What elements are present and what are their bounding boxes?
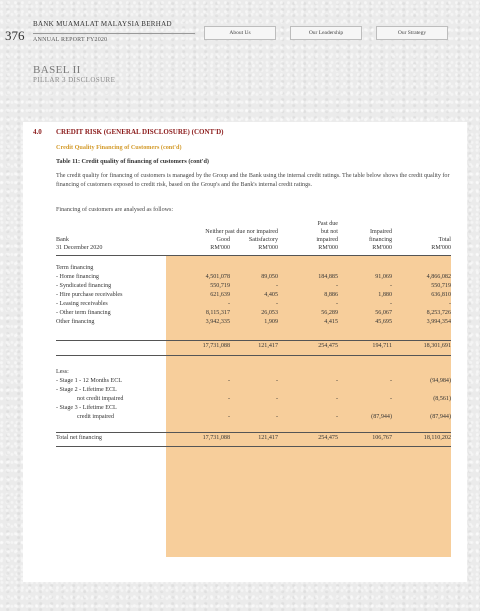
header-impaired-2: financing (368, 237, 392, 243)
row-value: 56,289 (321, 310, 338, 316)
row-value: 17,731,088 (202, 343, 230, 349)
row-label: credit impaired (77, 414, 115, 420)
row-value: - (275, 414, 278, 420)
row-value: 17,731,088 (202, 435, 230, 441)
row-value: 26,053 (261, 310, 278, 316)
header-past-due-2: but not (320, 229, 338, 235)
table-row (56, 265, 451, 274)
row-value: 194,711 (372, 343, 392, 349)
row-value: 91,069 (375, 274, 392, 280)
row-value: (94,984) (430, 378, 451, 384)
header-bank: Bank (56, 237, 69, 243)
header-rule (56, 255, 451, 256)
row-value: 18,110,202 (423, 435, 451, 441)
row-value: - (227, 396, 230, 402)
allowance-row (56, 387, 451, 396)
row-label: - Stage 1 - 12 Months ECL (56, 378, 123, 384)
row-label: - Stage 2 - Lifetime ECL (56, 387, 117, 393)
row-label: - Other term financing (56, 310, 111, 316)
row-value: 4,501,078 (205, 274, 230, 280)
row-value: 121,417 (258, 343, 278, 349)
unit-satisfactory: RM'000 (258, 245, 278, 251)
row-value: 621,639 (210, 292, 230, 298)
row-label: - Syndicated financing (56, 283, 112, 289)
table-row (56, 292, 451, 301)
row-value: 1,909 (264, 319, 278, 325)
section-number: 4.0 (33, 128, 42, 136)
row-value: 636,810 (431, 292, 451, 298)
row-value: 18,301,691 (423, 343, 451, 349)
row-value: - (227, 301, 230, 307)
table-row (56, 301, 451, 310)
row-value: 254,475 (318, 343, 338, 349)
row-value: 1,880 (378, 292, 392, 298)
row-label: Term financing (56, 265, 94, 271)
allowance-row (56, 414, 451, 423)
row-value: 89,050 (261, 274, 278, 280)
header-satisfactory: Satisfactory (248, 237, 278, 243)
subtotal-rule-top (56, 340, 451, 341)
unit-impaired: RM'000 (372, 245, 392, 251)
table-row (56, 274, 451, 283)
row-label: - Stage 3 - Lifetime ECL (56, 405, 117, 411)
header-neither-past-due: Neither past due nor impaired (205, 229, 278, 235)
row-value: 121,417 (258, 435, 278, 441)
header-impaired-1: Impaired (370, 229, 392, 235)
row-value: - (275, 378, 278, 384)
header-past-due-1: Past due (317, 221, 338, 227)
row-value: - (275, 301, 278, 307)
row-value: - (389, 378, 392, 384)
row-value: - (389, 301, 392, 307)
row-value: - (448, 301, 451, 307)
allowance-row (56, 378, 451, 387)
row-value: 4,866,082 (426, 274, 451, 280)
row-value: 550,719 (431, 283, 451, 289)
row-value: - (335, 414, 338, 420)
row-value: - (389, 283, 392, 289)
section-subtitle: PILLAR 3 DISCLOSURE (33, 76, 116, 84)
header-divider (33, 33, 195, 34)
row-value: (8,561) (433, 396, 451, 402)
intro-paragraph: The credit quality for financing of customers is managed by the Group and the Bank using the internal credit ratings. The table below shows the credit quality for financing of customers exposed to credit risk, based on the Group's and the Bank's internal credit ratings. (56, 173, 450, 188)
nav-our-strategy-button[interactable]: Our Strategy (376, 26, 448, 40)
allowance-row (56, 405, 451, 414)
row-value: 45,695 (375, 319, 392, 325)
table-row (56, 310, 451, 319)
allowance-row (56, 369, 451, 378)
table-row (56, 319, 451, 328)
sub-heading: Credit Quality Financing of Customers (cont'd) (56, 144, 182, 151)
allowance-row (56, 396, 451, 405)
total-rule-bottom (56, 446, 451, 447)
row-value: 254,475 (318, 435, 338, 441)
row-label: - Leasing receivables (56, 301, 108, 307)
row-value: - (335, 396, 338, 402)
row-label: Other financing (56, 319, 95, 325)
row-value: 3,942,335 (205, 319, 230, 325)
row-value: - (275, 396, 278, 402)
row-value: 184,885 (318, 274, 338, 280)
row-value: 56,067 (375, 310, 392, 316)
analysis-note: Financing of customers are analysed as follows: (56, 207, 174, 213)
row-value: (87,944) (430, 414, 451, 420)
row-value: 4,415 (324, 319, 338, 325)
row-value: 8,886 (324, 292, 338, 298)
total-row (56, 435, 451, 444)
subtotal-row (56, 343, 451, 352)
row-value: 4,405 (264, 292, 278, 298)
row-label: - Hire purchase receivables (56, 292, 123, 298)
row-label: not credit impaired (77, 396, 124, 402)
row-value: 550,719 (210, 283, 230, 289)
row-value: - (335, 283, 338, 289)
unit-good: RM'000 (210, 245, 230, 251)
total-rule-top (56, 432, 451, 433)
unit-total: RM'000 (431, 245, 451, 251)
unit-past-due: RM'000 (318, 245, 338, 251)
header-date: 31 December 2020 (56, 245, 103, 251)
row-value: 8,253,726 (426, 310, 451, 316)
row-label: Less: (56, 369, 69, 375)
header-good: Good (216, 237, 230, 243)
row-value: (87,944) (371, 414, 392, 420)
row-value: - (389, 396, 392, 402)
table-title: Table 11: Credit quality of financing of customers (cont'd) (56, 158, 209, 165)
row-value: - (227, 378, 230, 384)
table-row (56, 283, 451, 292)
row-label: - Home financing (56, 274, 99, 280)
row-value: 106,767 (372, 435, 392, 441)
section-title: BASEL II (33, 64, 81, 76)
company-name: BANK MUAMALAT MALAYSIA BERHAD (33, 20, 172, 28)
row-label: Total net financing (56, 435, 102, 441)
report-name: ANNUAL REPORT FY2020 (33, 37, 108, 43)
header-total: Total (438, 237, 451, 243)
section-heading: CREDIT RISK (GENERAL DISCLOSURE) (CONT'D) (56, 128, 224, 136)
nav-about-us-button[interactable]: About Us (204, 26, 276, 40)
page-number: 376 (5, 28, 25, 43)
row-value: - (227, 414, 230, 420)
row-value: 8,115,317 (205, 310, 230, 316)
row-value: - (335, 378, 338, 384)
row-value: - (275, 283, 278, 289)
header-past-due-3: impaired (316, 237, 338, 243)
subtotal-rule-bottom (56, 355, 451, 356)
nav-our-leadership-button[interactable]: Our Leadership (290, 26, 362, 40)
row-value: 3,994,354 (426, 319, 451, 325)
row-value: - (335, 301, 338, 307)
